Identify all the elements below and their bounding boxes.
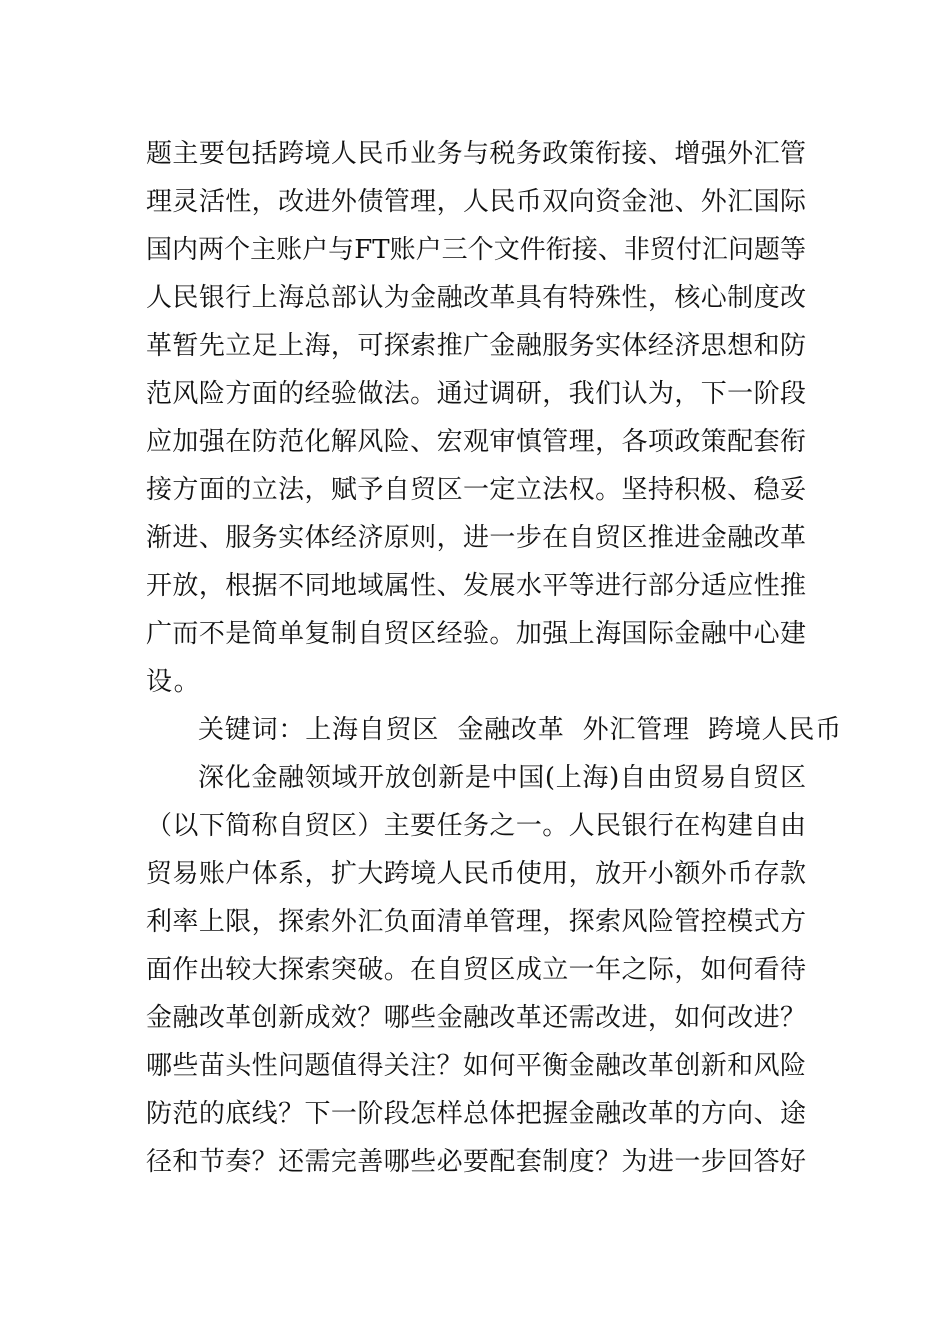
- abstract-line: 人民银行上海总部认为金融改革具有特殊性，核心制度改: [146, 283, 806, 313]
- abstract-line: 理灵活性，改进外债管理，人民币双向资金池、外汇国际: [146, 187, 806, 217]
- keywords-line: 关键词：上海自贸区 金融改革 外汇管理 跨境人民币: [198, 715, 842, 745]
- body-line: 哪些苗头性问题值得关注？如何平衡金融改革创新和风险: [146, 1051, 806, 1081]
- body-line: 深化金融领域开放创新是中国(上海)自由贸易自贸区: [198, 763, 806, 793]
- body-line: 径和节奏？还需完善哪些必要配套制度？为进一步回答好: [146, 1147, 806, 1177]
- abstract-line: 接方面的立法，赋予自贸区一定立法权。坚持积极、稳妥: [146, 475, 806, 505]
- abstract-line: 国内两个主账户与FT账户三个文件衔接、非贸付汇问题等: [146, 235, 806, 265]
- abstract-line: 开放，根据不同地域属性、发展水平等进行部分适应性推: [146, 571, 806, 601]
- body-line: 利率上限，探索外汇负面清单管理，探索风险管控模式方: [146, 907, 806, 937]
- abstract-line: 广而不是简单复制自贸区经验。加强上海国际金融中心建: [146, 619, 806, 649]
- body-line: 防范的底线？下一阶段怎样总体把握金融改革的方向、途: [146, 1099, 806, 1129]
- body-line: 面作出较大探索突破。在自贸区成立一年之际，如何看待: [146, 955, 806, 985]
- body-line: （以下简称自贸区）主要任务之一。人民银行在构建自由: [146, 811, 806, 841]
- abstract-line: 范风险方面的经验做法。通过调研，我们认为，下一阶段: [146, 379, 806, 409]
- abstract-line: 渐进、服务实体经济原则，进一步在自贸区推进金融改革: [146, 523, 806, 553]
- body-line: 金融改革创新成效？哪些金融改革还需改进，如何改进？: [146, 1003, 806, 1033]
- abstract-line-last: 设。: [146, 667, 202, 697]
- body-line: 贸易账户体系，扩大跨境人民币使用，放开小额外币存款: [146, 859, 806, 889]
- abstract-line: 革暂先立足上海，可探索推广金融服务实体经济思想和防: [146, 331, 806, 361]
- abstract-line: 应加强在防范化解风险、宏观审慎管理，各项政策配套衔: [146, 427, 806, 457]
- abstract-line: 题主要包括跨境人民币业务与税务政策衔接、增强外汇管: [146, 139, 806, 169]
